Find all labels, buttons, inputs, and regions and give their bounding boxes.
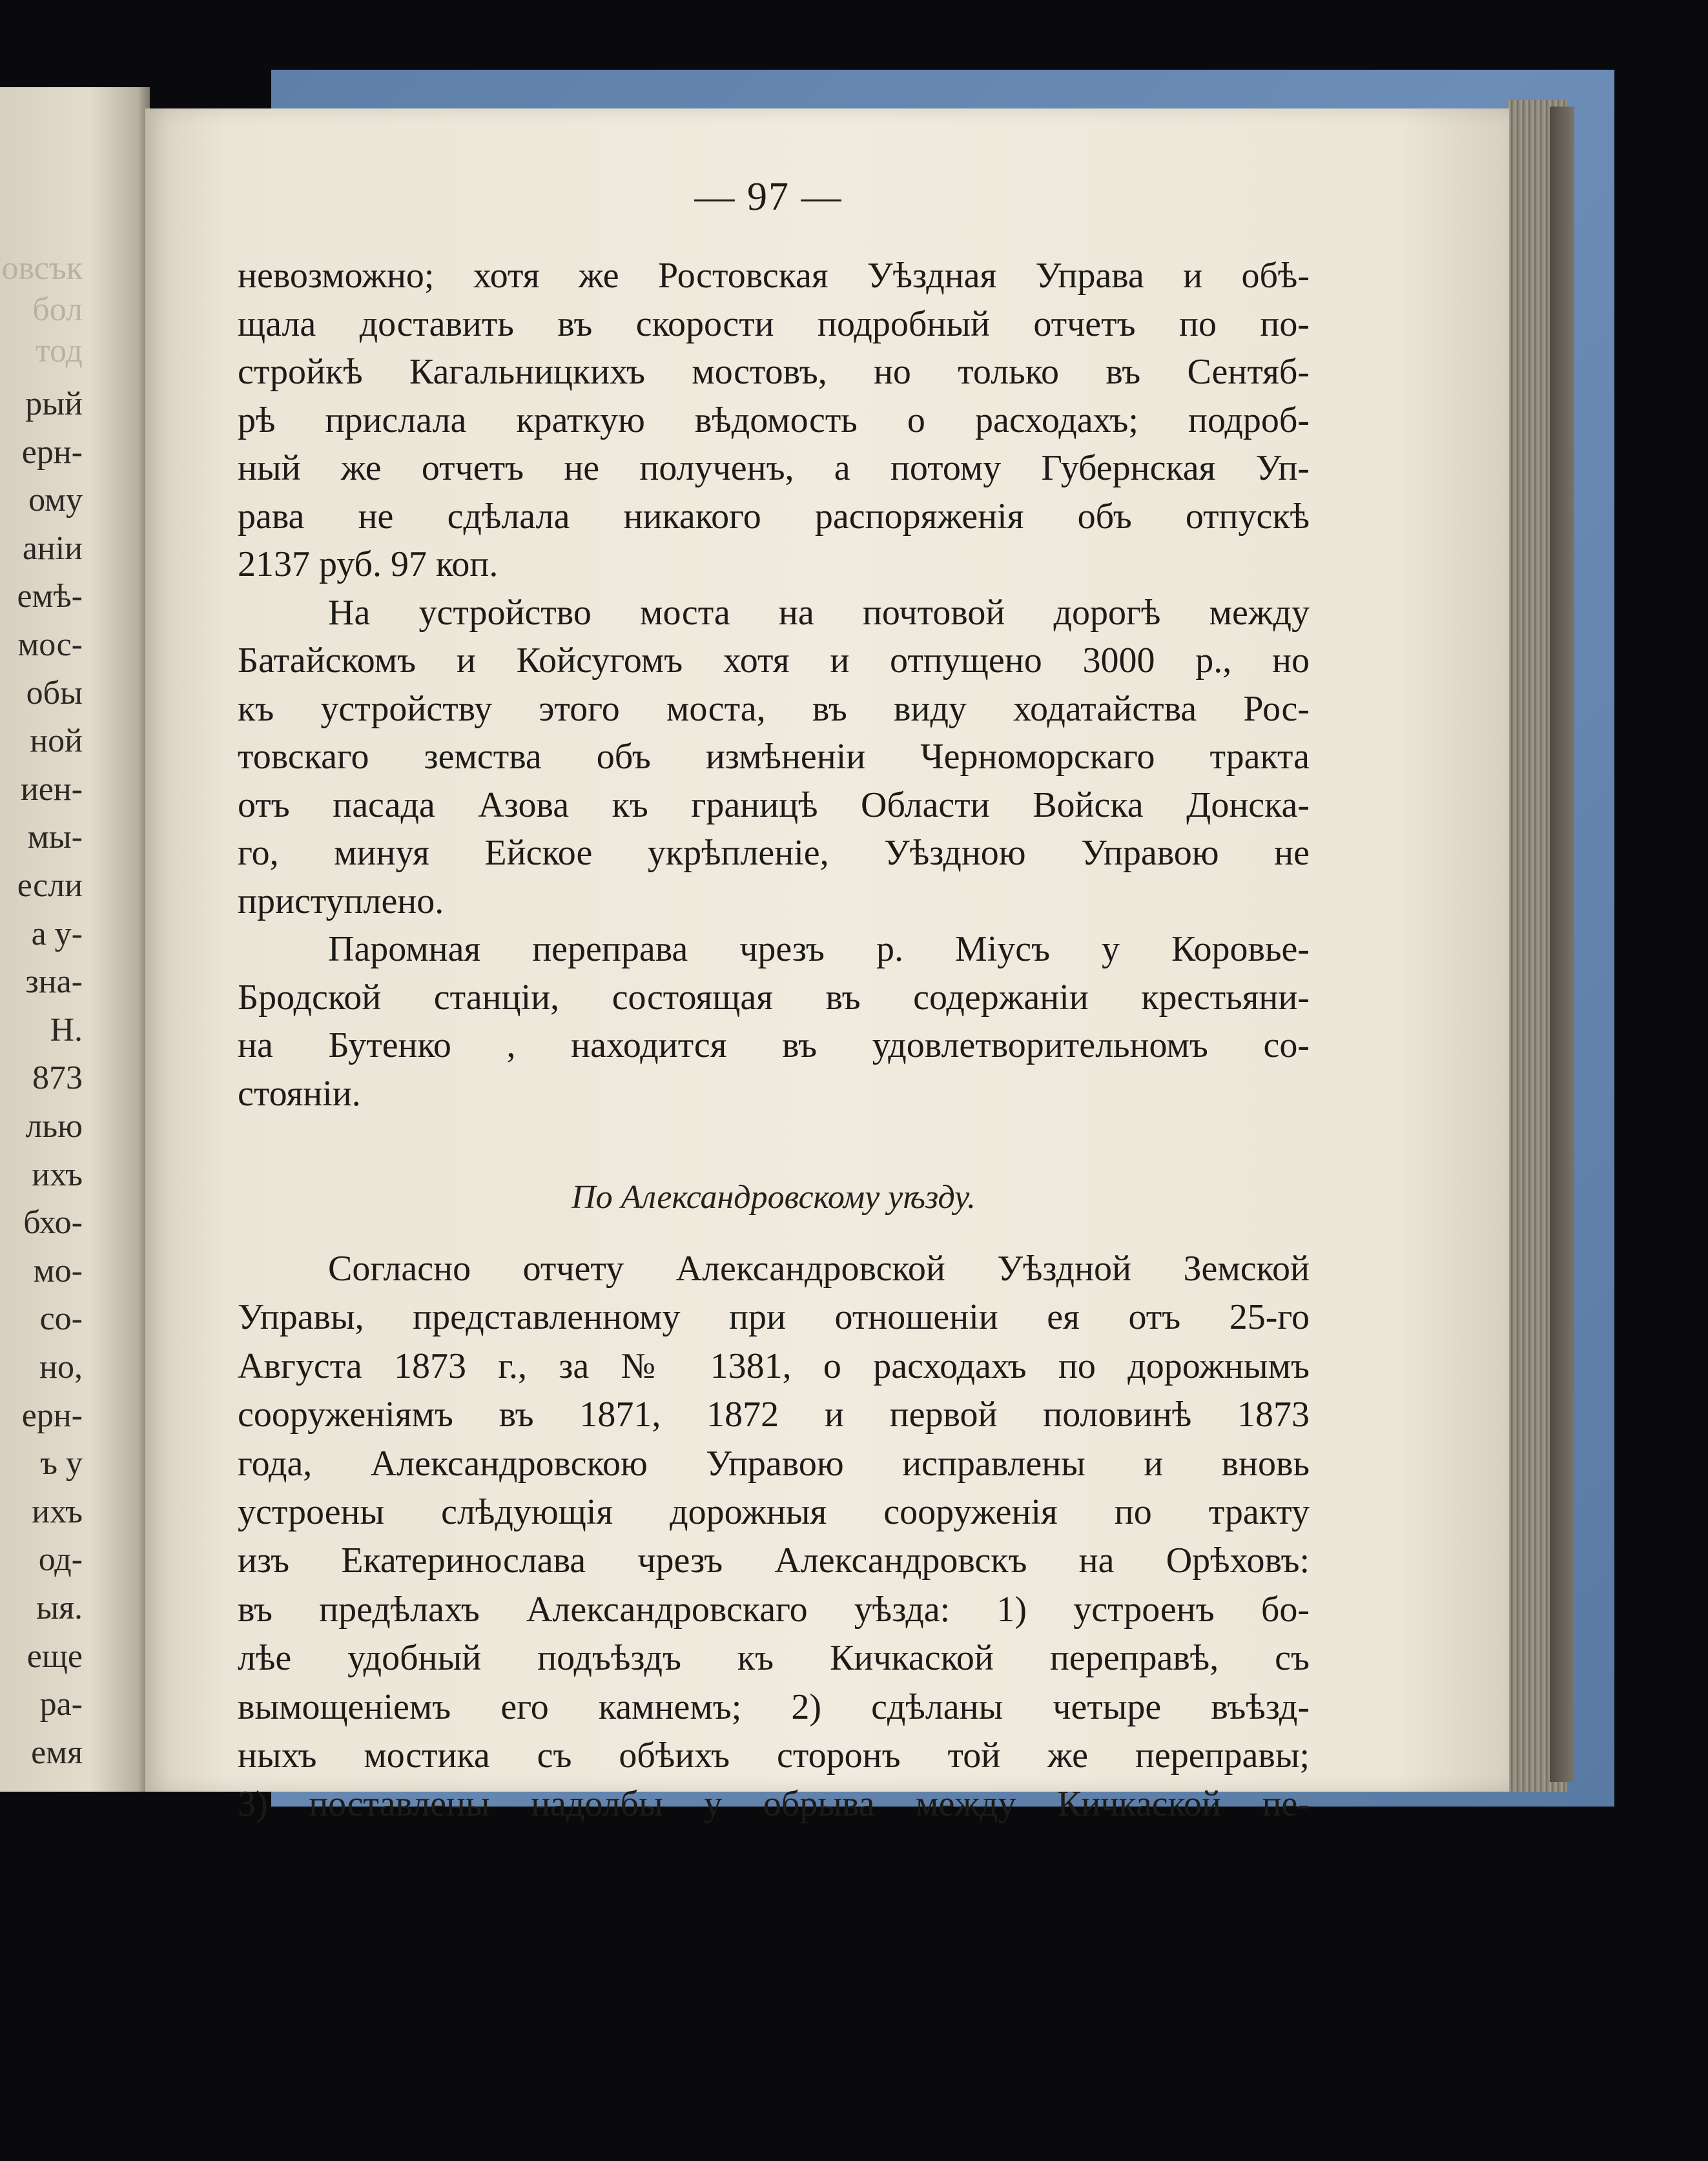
left-page-line: емя [31, 1734, 83, 1771]
body-text-top [238, 252, 1310, 1118]
left-page-line: ра- [39, 1686, 83, 1723]
left-page-line: ихъ [32, 1156, 83, 1193]
left-page-line: ихъ [32, 1493, 83, 1530]
left-page-line: мы- [27, 819, 83, 856]
text-line: года, Александровскою Управою исправлены и вновь [238, 1443, 1310, 1484]
left-page [0, 87, 150, 1792]
left-page-line: ыя. [36, 1590, 83, 1626]
text-line: отъ пасада Азова къ границѣ Области Войска Донска- [238, 784, 1310, 825]
text-line: Августа 1873 г., за № 1381, о расходахъ по дорожнымъ [238, 1346, 1310, 1386]
left-page-faint-line: тод [36, 333, 83, 369]
paragraph-3 [238, 925, 1310, 1118]
text-line: устроены слѣдующія дорожныя сооруженія по тракту [238, 1491, 1310, 1532]
left-page-line: мос- [17, 626, 83, 663]
paragraph-4 [238, 1245, 1310, 1829]
left-page-line: ому [28, 482, 83, 519]
text-line: рѣ прислала краткую вѣдомость о расходахъ; подроб- [238, 400, 1310, 440]
left-page-line: ерн- [21, 1397, 83, 1434]
text-line: къ устройству этого моста, въ виду ходатайства Рос- [238, 688, 1310, 729]
left-page-line: Н. [50, 1011, 83, 1049]
text-line: 3) поставлены надолбы у обрыва между Кичкаской пе- [238, 1784, 1310, 1825]
left-page-line: а у- [31, 915, 83, 952]
left-page-line: емѣ- [17, 578, 83, 615]
section-heading: По Александровскому уѣзду. [571, 1179, 976, 1216]
left-page-line: еще [26, 1637, 83, 1675]
left-page-line: со- [39, 1300, 83, 1338]
left-page-line: иен- [20, 770, 83, 808]
text-line: Бродской станціи, состоящая въ содержаніи крестьяни- [238, 977, 1310, 1018]
paragraph-2 [238, 589, 1310, 926]
text-line: Согласно отчету Александровской Уѣздной Земской [328, 1249, 1310, 1289]
left-page-line: лью [25, 1108, 83, 1145]
left-page-line: рый [25, 385, 83, 422]
text-line: 2137 руб. 97 коп. [238, 544, 499, 584]
left-page-line: если [17, 867, 83, 904]
text-line: го, минуя Ейское укрѣпленіе, Уѣздною Управою не [238, 833, 1310, 873]
left-page-line: зна- [25, 963, 83, 1001]
text-line: въ предѣлахъ Александровскаго уѣзда: 1) устроенъ бо- [238, 1589, 1310, 1630]
page-edges-shadow [1550, 107, 1574, 1782]
left-page-line: ной [30, 722, 83, 760]
text-line: вымощеніемъ его камнемъ; 2) сдѣланы четыре въѣзд- [238, 1686, 1310, 1727]
text-line: сооруженіямъ въ 1871, 1872 и первой половинѣ 1873 [238, 1395, 1310, 1435]
text-line: лѣе удобный подъѣздъ къ Кичкаской переправѣ, съ [238, 1638, 1310, 1679]
left-page-line: мо- [33, 1252, 83, 1289]
left-page-line: 873 [32, 1060, 83, 1097]
paragraph-1 [238, 252, 1310, 589]
left-page-line: но, [39, 1349, 83, 1386]
text-line: ный же отчетъ не полученъ, а потому Губернская Уп- [238, 448, 1310, 488]
text-line: на Бутенко , находится въ удовлетворительномъ со- [238, 1025, 1310, 1065]
text-line: стояніи. [238, 1073, 361, 1114]
left-page-line: бхо- [23, 1204, 83, 1242]
text-line: щала доставить въ скорости подробный отчетъ по по- [238, 303, 1310, 344]
text-line: ныхъ мостика съ обѣихъ сторонъ той же переправы; [238, 1735, 1310, 1776]
left-page-line: од- [38, 1541, 83, 1579]
body-text-bottom [238, 1245, 1310, 1829]
text-line: Паромная переправа чрезъ р. Міусъ у Коровье- [328, 929, 1310, 969]
text-line: Управы, представленному при отношеніи ея отъ 25-го [238, 1297, 1310, 1338]
left-page-line: ъ у [40, 1445, 83, 1482]
page-number: — 97 — [694, 175, 843, 219]
text-line: невозможно; хотя же Ростовская Уѣздная Управа и обѣ- [238, 256, 1310, 296]
left-page-line: обы [26, 674, 83, 712]
left-page-text [0, 87, 83, 1792]
text-line: Батайскомъ и Койсугомъ хотя и отпущено 3000 р., но [238, 640, 1310, 681]
left-page-faint-line: бол [32, 291, 83, 328]
text-line: На устройство моста на почтовой дорогѣ между [328, 592, 1310, 633]
text-line: стройкѣ Кагальницкихъ мостовъ, но только въ Сентяб- [238, 352, 1310, 392]
text-line: рава не сдѣлала никакого распоряженія объ отпускѣ [238, 496, 1310, 537]
text-line: приступлено. [238, 881, 444, 921]
text-line: товскаго земства объ измѣненіи Черноморскаго тракта [238, 737, 1310, 777]
text-line: изъ Екатеринослава чрезъ Александровскъ на Орѣховъ: [238, 1541, 1310, 1581]
left-page-faint-line: овсък [1, 250, 83, 287]
left-page-line: аніи [22, 529, 83, 567]
left-page-line: ерн- [21, 433, 83, 471]
